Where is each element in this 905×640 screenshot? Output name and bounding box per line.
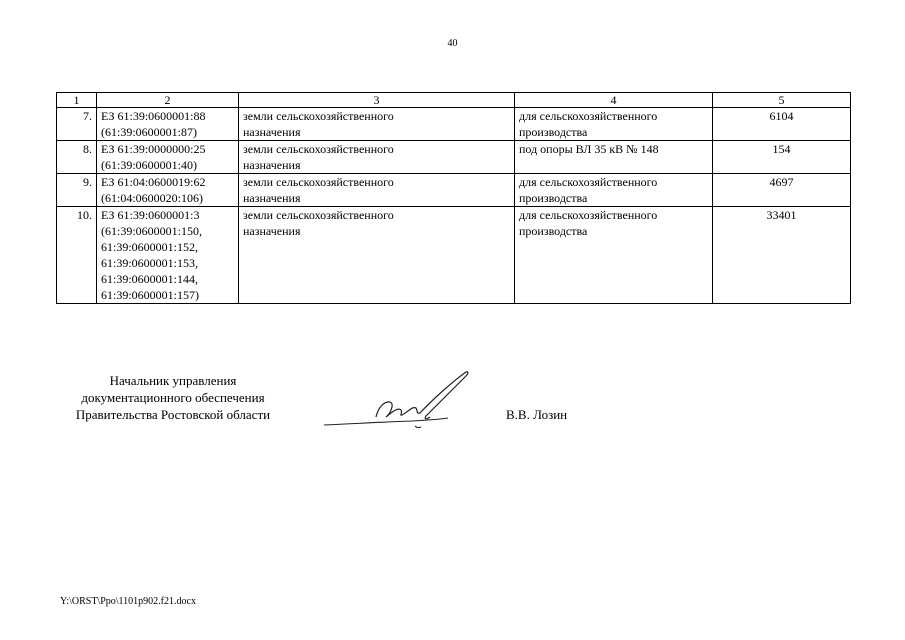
row-number: 7. <box>57 108 97 141</box>
permitted-use-line: для сельскохозяйственного <box>519 175 658 189</box>
signer-name: В.В. Лозин <box>506 407 568 422</box>
land-category-cell <box>239 207 515 304</box>
column-header: 1 <box>57 93 97 108</box>
cadastral-number-line: (61:39:0600001:40) <box>101 158 197 172</box>
cadastral-number-line: ЕЗ 61:39:0000000:25 <box>101 142 206 156</box>
signatory-title-line: Начальник управления <box>109 373 237 388</box>
document-file-path: Y:\ORST\Ppo\1101p902.f21.docx <box>60 596 196 607</box>
cadastral-number-line: 61:39:0600001:157) <box>101 288 199 302</box>
land-category-cell <box>239 141 515 174</box>
land-category-cell <box>239 174 515 207</box>
signatory-title <box>58 372 288 423</box>
cadastral-number-cell <box>97 174 239 207</box>
cadastral-number-line: (61:04:0600020:106) <box>101 191 203 205</box>
column-header: 2 <box>97 93 239 108</box>
column-header: 5 <box>713 93 851 108</box>
cadastral-number-line: 61:39:0600001:152, <box>101 240 199 254</box>
land-category-line: назначения <box>243 125 301 139</box>
page-number: 40 <box>447 38 458 49</box>
column-header: 3 <box>239 93 515 108</box>
cadastral-number-cell <box>97 207 239 304</box>
permitted-use-cell <box>515 207 713 304</box>
area-cell: 33401 <box>713 207 851 304</box>
cadastral-number-line: ЕЗ 61:04:0600019:62 <box>101 175 206 189</box>
area-cell: 6104 <box>713 108 851 141</box>
cadastral-number-line: 61:39:0600001:144, <box>101 272 199 286</box>
table-row <box>57 141 851 174</box>
row-number: 8. <box>57 141 97 174</box>
land-category-line: назначения <box>243 224 301 238</box>
table-row <box>57 207 851 304</box>
column-header: 4 <box>515 93 713 108</box>
permitted-use-line: производства <box>519 224 588 238</box>
table-row <box>57 108 851 141</box>
cadastral-number-line: ЕЗ 61:39:0600001:88 <box>101 109 206 123</box>
cadastral-number-line: (61:39:0600001:150, <box>101 224 202 238</box>
land-category-line: назначения <box>243 158 301 172</box>
cadastral-number-line: 61:39:0600001:153, <box>101 256 199 270</box>
land-category-line: назначения <box>243 191 301 205</box>
land-category-line: земли сельскохозяйственного <box>243 175 394 189</box>
permitted-use-cell <box>515 108 713 141</box>
cadastral-number-line: ЕЗ 61:39:0600001:3 <box>101 208 200 222</box>
table-row <box>57 174 851 207</box>
cadastral-number-cell <box>97 108 239 141</box>
signatory-title-line: документационного обеспечения <box>81 390 265 405</box>
land-plots-table <box>56 92 851 304</box>
land-category-line: земли сельскохозяйственного <box>243 208 394 222</box>
permitted-use-cell <box>515 141 713 174</box>
permitted-use-line: производства <box>519 191 588 205</box>
cadastral-number-cell <box>97 141 239 174</box>
permitted-use-line: для сельскохозяйственного <box>519 208 658 222</box>
permitted-use-line: производства <box>519 125 588 139</box>
area-cell: 154 <box>713 141 851 174</box>
signatory-title-line: Правительства Ростовской области <box>75 407 271 422</box>
land-category-cell <box>239 108 515 141</box>
handwritten-signature <box>320 368 480 436</box>
area-cell: 4697 <box>713 174 851 207</box>
land-category-line: земли сельскохозяйственного <box>243 109 394 123</box>
row-number: 9. <box>57 174 97 207</box>
permitted-use-cell <box>515 174 713 207</box>
permitted-use-line: для сельскохозяйственного <box>519 109 658 123</box>
row-number: 10. <box>57 207 97 304</box>
permitted-use-line: под опоры ВЛ 35 кВ № 148 <box>519 142 659 156</box>
table-header-row <box>57 93 851 108</box>
land-category-line: земли сельскохозяйственного <box>243 142 394 156</box>
cadastral-number-line: (61:39:0600001:87) <box>101 125 197 139</box>
